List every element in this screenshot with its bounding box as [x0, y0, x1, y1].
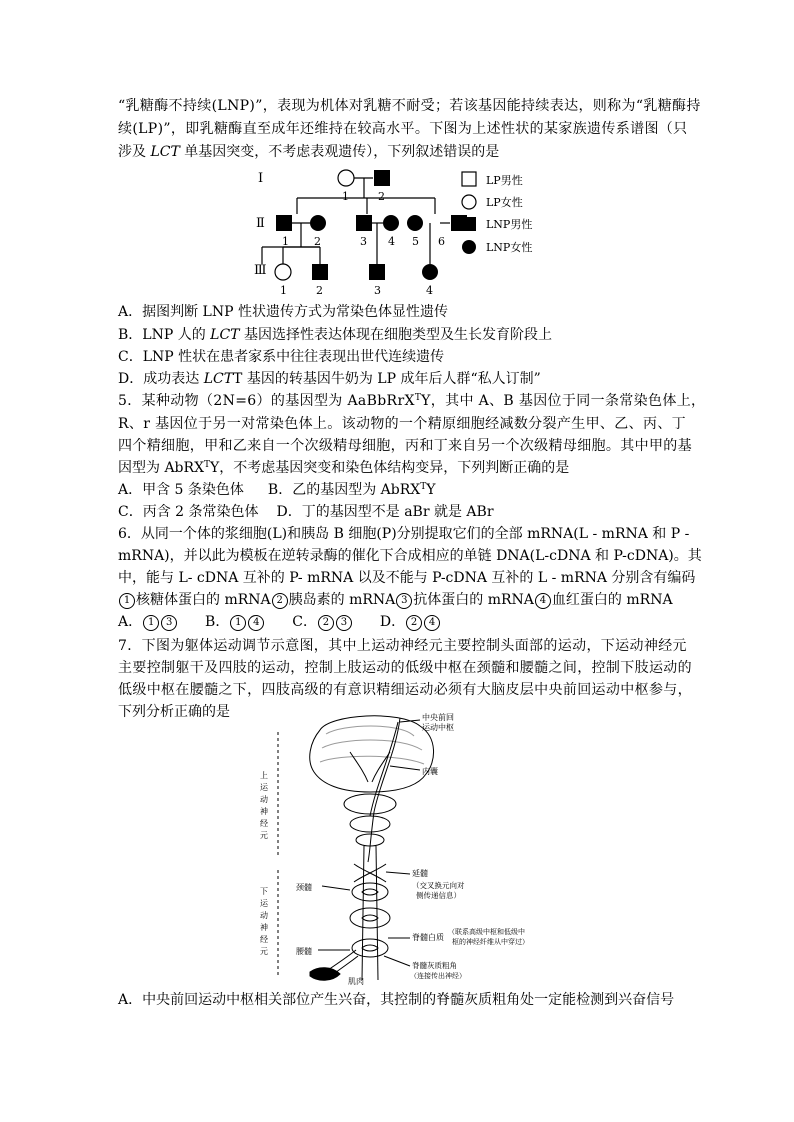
- q4-option-c: C．LNP 性状在患者家系中往往表现出世代连续遗传: [118, 349, 445, 365]
- svg-text:运: 运: [260, 783, 268, 792]
- q5-option-a: A．甲含 5 条染色体: [118, 482, 244, 498]
- q6-items: 1 核糖体蛋白的 mRNA 2 胰岛素的 mRNA 3 抗体蛋白的 mRNA 4 血红蛋白的 mRNA: [118, 589, 678, 611]
- q6-stem-line-3: 中，能与 L- cDNA 互补的 P- mRNA 以及不能与 P-cDNA 互补的 L - mRNA 分别含有编码: [118, 570, 696, 586]
- q6-option-d: D． 2 4: [380, 614, 441, 630]
- svg-text:1: 1: [280, 284, 287, 297]
- q5-option-b: B．乙的基因型为 AbRX$^T$Y: [267, 482, 436, 498]
- svg-text:2: 2: [378, 190, 385, 203]
- gen-iii-label: Ⅲ: [254, 263, 267, 278]
- legend-square-open-icon: [462, 172, 476, 186]
- svg-text:神: 神: [260, 807, 268, 816]
- iii4-lnp-female: [422, 264, 438, 280]
- label-internal-capsule: 内囊: [422, 767, 438, 776]
- q6-options: [118, 611, 678, 633]
- legend-square-filled-icon: [462, 217, 476, 231]
- legend-lnp-male: LNP男性: [486, 218, 533, 231]
- ii4-lnp-female: [383, 215, 399, 231]
- iii3-lnp-male: [369, 264, 385, 280]
- label-lower-motor-neuron: [260, 887, 269, 956]
- q5-options-row-1: [118, 479, 678, 501]
- label-lumbar: 腰髓: [296, 947, 312, 956]
- q4-stem-line-1: “乳糖酶不持续(LNP)”，表现为机体对乳糖不耐受；若该基因能持续表达，则称为“乳糖酶持: [118, 98, 701, 114]
- q7-stem-line-3: 低级中枢在腰髓之下，四肢高级的有意识精细运动必须有大脑皮层中央前回运动中枢参与，: [118, 682, 692, 698]
- svg-text:元: 元: [260, 947, 268, 956]
- q5-option-c: C．丙含 2 条常染色体: [118, 504, 259, 520]
- legend-circle-open-icon: [462, 195, 476, 209]
- ii5-lnp-female: [407, 215, 423, 231]
- legend-circle-filled-icon: [462, 240, 476, 254]
- svg-text:4: 4: [388, 235, 395, 248]
- label-muscle: 肌肉: [348, 977, 364, 986]
- svg-text:2: 2: [314, 235, 321, 248]
- q5-stem-line-3: 四个精细胞，甲和乙来自一个次级精母细胞，丙和丁来自另一个次级精母细胞。其中甲的基: [118, 438, 692, 454]
- svg-text:神: 神: [260, 923, 268, 932]
- q4-option-b: B．LNP 人的 LCT 基因选择性表达体现在细胞类型及生长发育阶段上: [118, 327, 552, 343]
- svg-text:（交叉换元向对: （交叉换元向对: [412, 881, 465, 890]
- q4-stem-line-2: 续(LP)”，即乳糖酶直至成年还维持在较高水平。下图为上述性状的某家族遗传系谱图（只: [118, 121, 688, 137]
- label-white-matter: 脊髓白质: [412, 933, 444, 942]
- svg-text:经: 经: [260, 819, 268, 828]
- motor-pathway-diagram: [250, 712, 550, 988]
- svg-text:3: 3: [374, 284, 381, 297]
- svg-text:（连接传出神经）: （连接传出神经）: [410, 972, 466, 980]
- q5-stem-line-4: 因型为 AbRX$^T$Y，不考虑基因突变和染色体结构变异，下列判断正确的是: [118, 460, 570, 476]
- i1-lp-female: [338, 170, 354, 186]
- svg-text:5: 5: [412, 235, 419, 248]
- label-medulla: 延髓: [412, 869, 428, 878]
- legend-lp-male: LP男性: [486, 174, 523, 187]
- svg-text:枢的神经纤维从中穿过）: 枢的神经纤维从中穿过）: [452, 938, 529, 946]
- q5-options-row-2: [118, 501, 678, 523]
- q6-stem-line-2: mRNA)，并以此为模板在逆转录酶的催化下合成相应的单链 DNA(L-cDNA 和 P-cDNA)。其: [118, 548, 702, 564]
- svg-text:运动中枢: 运动中枢: [422, 723, 454, 732]
- svg-text:下: 下: [260, 887, 268, 896]
- q4-option-d: D．成功表达 LCTT 基因的转基因牛奶为 LP 成年后人群“私人订制”: [118, 371, 541, 387]
- q6-stem-line-1: 6．从同一个体的浆细胞(L)和胰岛 B 细胞(P)分别提取它们的全部 mRNA(L - mRNA 和 P -: [118, 526, 690, 542]
- svg-text:动: 动: [260, 911, 268, 920]
- legend-lp-female: LP女性: [486, 196, 523, 209]
- svg-text:上: 上: [260, 771, 268, 780]
- svg-text:元: 元: [260, 831, 268, 840]
- svg-text:侧传递信息）: 侧传递信息）: [416, 891, 461, 900]
- q5-stem-line-1: 5．某种动物（2N=6）的基因型为 AaBbRrX$^T$Y，其中 A、B 基因位于同一条常染色体上，: [118, 393, 706, 409]
- svg-text:6: 6: [438, 235, 445, 248]
- i2-lnp-male: [374, 170, 390, 186]
- q6-option-c: C． 2 3: [292, 614, 353, 630]
- gen-i-label: Ⅰ: [258, 171, 264, 186]
- svg-text:（联系高级中枢和低级中: （联系高级中枢和低级中: [448, 928, 525, 936]
- iii2-lnp-male: [312, 264, 328, 280]
- q7-stem-line-1: 7．下图为躯体运动调节示意图，其中上运动神经元主要控制头面部的运动，下运动神经元: [118, 638, 687, 654]
- q6-option-b: B． 1 4: [205, 614, 265, 630]
- label-gray-horn: 脊髓灰质粗角: [412, 961, 457, 970]
- legend-lnp-female: LNP女性: [486, 241, 533, 254]
- iii1-lp-female: [275, 264, 291, 280]
- pedigree-chart: [240, 162, 560, 302]
- q6-option-a: A． 1 3: [118, 614, 178, 630]
- q5-stem-line-2: R、r 基因位于另一对常染色体上。该动物的一个精原细胞经减数分裂产生甲、乙、丙、丁: [118, 416, 687, 432]
- q7-stem-line-2: 主要控制躯干及四肢的运动，控制上肢运动的低级中枢在颈髓和腰髓之间，控制下肢运动的: [118, 660, 692, 676]
- q4-stem-line-3: 涉及 LCT 单基因突变，不考虑表观遗传），下列叙述错误的是: [118, 144, 500, 160]
- ii2-lnp-female: [310, 215, 326, 231]
- svg-text:2: 2: [316, 284, 323, 297]
- svg-text:3: 3: [360, 235, 367, 248]
- svg-text:动: 动: [260, 795, 268, 804]
- q7-stem-line-4: 下列分析正确的是: [118, 704, 230, 720]
- gen-ii-label: Ⅱ: [256, 216, 265, 231]
- ii3-lnp-male: [356, 215, 372, 231]
- svg-text:经: 经: [260, 935, 268, 944]
- svg-text:运: 运: [260, 899, 268, 908]
- ii1-lnp-male: [276, 215, 292, 231]
- q5-option-d: D．丁的基因型不是 aBr 就是 ABr: [276, 504, 494, 520]
- label-upper-motor-neuron: [260, 770, 269, 840]
- label-cervical: 颈髓: [296, 883, 312, 892]
- label-central-gyrus: 中央前回: [422, 713, 454, 722]
- q7-option-a: A．中央前回运动中枢相关部位产生兴奋，其控制的脊髓灰质粗角处一定能检测到兴奋信号: [118, 992, 675, 1008]
- svg-text:1: 1: [282, 235, 289, 248]
- q4-option-a: A．据图判断 LNP 性状遗传方式为常染色体显性遗传: [118, 304, 448, 320]
- svg-text:1: 1: [342, 190, 349, 203]
- svg-text:4: 4: [426, 284, 433, 297]
